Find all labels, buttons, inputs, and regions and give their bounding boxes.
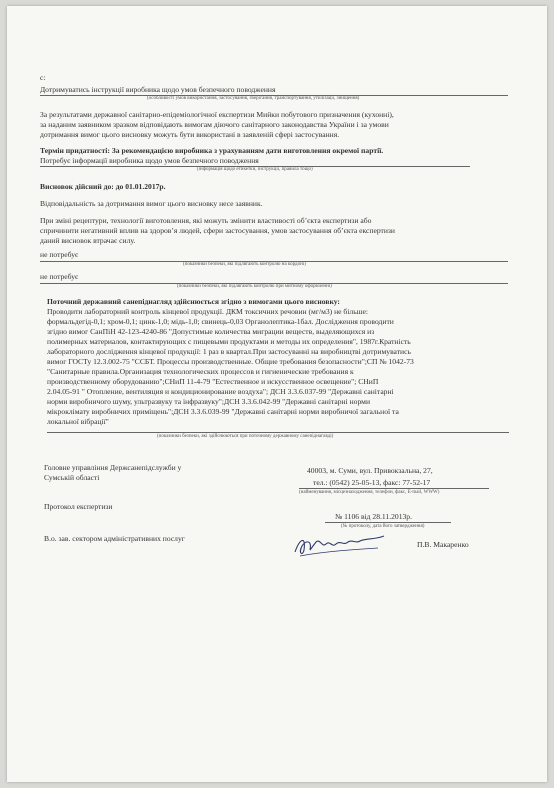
supervision-note: (показники безпеки, які здійснюються при поточному державному санепіднагляді) (157, 434, 334, 439)
valid-until-value: до 01.01.2017р. (115, 182, 166, 191)
safe-handling-text: Дотримуватись інструкції виробника щодо умов безпечного поводження (40, 85, 276, 94)
supervision-line: Проводити лабораторний контроль кінцевої продукції. ДКМ токсичних речовин (мг/м3) не більше: (47, 307, 368, 316)
validity-line-1: Термін придатності: За рекомендацією виробника з урахуванням дати виготовлення окремої партії. (40, 146, 384, 155)
supervision-line: згідно вимог СанПіН 42-123-4240-86 "Допустимые количества миграции веществ, выделяющихся из (47, 327, 375, 336)
validity-line-2: Потребує інформації виробника щодо умов безпечного поводження (40, 156, 259, 165)
supervision-line: "Санитарные правила.Организация технологических процессов и гигиенические требования к (47, 367, 354, 376)
not-needed-1: не потребує (40, 250, 79, 259)
org-line-1: Головне управління Держсанепідслужби у (44, 463, 182, 472)
conclusion-line-1: За результатами державної санітарно-епідеміологічної експертизи Мийки побутового призначення (кухонні), (40, 110, 394, 119)
org-line-2: Сумській області (44, 473, 100, 482)
signature-image (290, 530, 390, 560)
conclusion-line-2: за наданим заявником зразком відповідають вимогам діючого санітарного законодавства України і за умови (40, 120, 389, 129)
change-line-2: спричинити негативний вплив на здоров’я людей, сфери застосування, умов застосування об’єкта експертизи (40, 226, 395, 235)
conclusion-line-3: дотримання вимог цього висновку можуть бути використані в заявленій сфері застосування. (40, 130, 340, 139)
protocol-label: Протокол експертизи (44, 502, 113, 511)
responsibility-text: Відповідальність за дотримання вимог цього висновку несе заявник. (40, 199, 263, 208)
change-line-3: даний висновок втрачає силу. (40, 236, 136, 245)
supervision-line: 2.04.05-91 " Отопление, вентиляция и кондиционирование воздуха"; ДСН 3.3.6.037-99 "Державні санітарні (47, 387, 394, 396)
signer-position: В.о. зав. сектором адміністративних послуг (44, 534, 185, 543)
supervision-line: мікроклімату виробничих приміщень";ДСН 3.3.6.039-99 "Державні санітарні норми виробничої загальної та (47, 407, 399, 416)
rule (325, 522, 451, 523)
rule (299, 488, 489, 489)
protocol-note: (№ протоколу, дата його затвердження) (341, 524, 425, 529)
safe-handling-note: (особливості умов використання, застосування, зберігання, транспортування, утилізації, знищення) (147, 96, 360, 101)
validity-note: (інформація щодо етикетки, інструкції, правила тощо) (197, 167, 313, 172)
supervision-line: вимог ГОСТу 12.3.002-75 "ССБТ. Процессы производственные. Общие требования безопасности";СП № 1042-73 (47, 357, 414, 366)
supervision-line: локальної вібрації" (47, 417, 109, 426)
supervision-line: лабораторного дослідження кінцевої продукції: 1 раз в квартал.При застосуванні на виробництві дотримуватись (47, 347, 411, 356)
supervision-line: производственному оборудованию";СНиП 11-4-79 "Естественное и искусственное освещение"; СНиП (47, 377, 379, 386)
c-label: с: (40, 73, 46, 82)
change-line-1: При зміні рецептури, технології виготовлення, які можуть змінити властивості об’єкта експертизи або (40, 216, 372, 225)
signer-name: П.В. Макаренко (417, 540, 469, 549)
valid-until-label: Висновок дійсний до: (40, 182, 114, 191)
valid-until (40, 182, 166, 191)
document-page (7, 6, 547, 782)
not-needed-2: не потребує (40, 272, 79, 281)
address-line-1: 40003, м. Суми, вул. Привокзальна, 27, (307, 466, 433, 475)
supervision-line: норми виробничого шуму, ультразвуку та інфразвуку";ДСН 3.3.6.042-99 "Державні санітарні норми (47, 397, 371, 406)
rule (47, 432, 509, 433)
supervision-line: формальдегід-0,1; хром-0,1; цинк-1,0; мідь-1,0; свинець-0,03 Органолептика-1бал. Дослідження проводити (47, 317, 394, 326)
not-needed-1-note: (показники безпеки, які підлягають контролю на кордоні) (183, 262, 306, 267)
supervision-title: Поточний державний санепіднагляд здійснюється згідно з вимогами цього висновку: (47, 297, 340, 306)
supervision-line: полимерных материалов, контактирующих с пищевыми продуктами и методы их определения", 1987г.Кратність (47, 337, 411, 346)
not-needed-2-note: (показники безпеки, які підлягають контролю при митному оформленні) (177, 284, 332, 289)
address-line-2: тел.: (0542) 25-05-13, факс: 77-52-17 (313, 478, 431, 487)
protocol-value: № 1106 від 28.11.2013р. (335, 512, 412, 521)
address-note: (найменування, місцезнаходження, телефон, факс, E-mail, WWW) (299, 490, 440, 495)
